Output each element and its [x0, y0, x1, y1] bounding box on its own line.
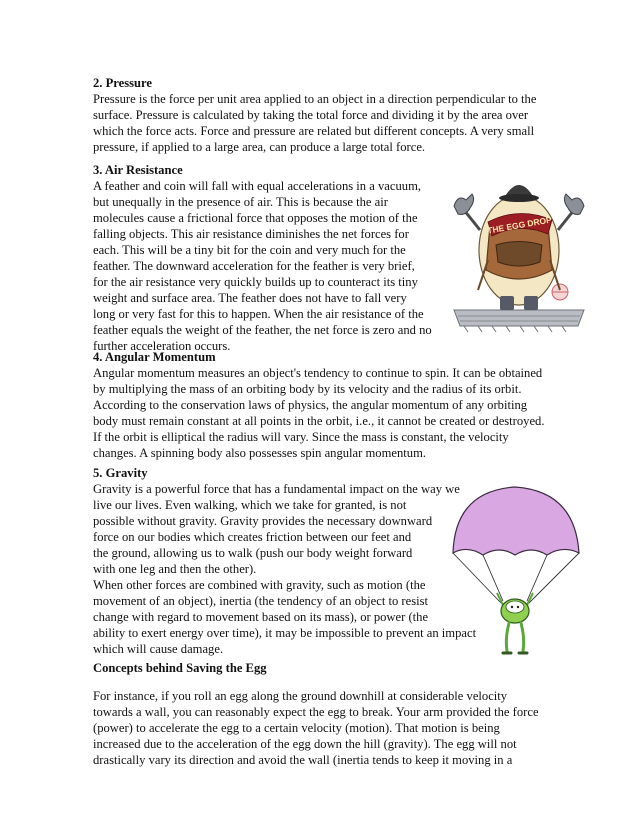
text-line: ability to exert energy over time), it may be impossible to prevent an impact — [93, 626, 477, 640]
text-line: Gravity is a powerful force that has a fundamental impact on the way we — [93, 482, 460, 496]
egg-legs-shape — [506, 623, 523, 651]
text-line: If the orbit is elliptical the radius will vary. Since the mass is constant, the velocity — [93, 430, 509, 444]
text-line: live our lives. Even walking, which we take for granted, is not — [93, 498, 407, 512]
section-gravity — [93, 465, 473, 577]
egg-face-shape — [506, 601, 524, 613]
section-concepts-heading — [93, 660, 553, 676]
heading-gravity: 5. Gravity — [93, 466, 148, 480]
text-line: molecules cause a frictional force that opposes the motion of the — [93, 211, 418, 225]
paragraph-gravity-combined-forces — [93, 577, 483, 657]
text-line: but unequally in the presence of air. This is because the air — [93, 195, 388, 209]
text-line: further acceleration occurs. — [93, 339, 231, 353]
text-line: by multiplying the mass of an orbiting body by its velocity and the radius of its orbit. — [93, 382, 522, 396]
paragraph-gravity — [93, 481, 473, 577]
text-line: A feather and coin will fall with equal accelerations in a vacuum, — [93, 179, 422, 193]
text-line: which the force acts. Force and pressure are related but different concepts. A very small — [93, 124, 535, 138]
heading-concepts: Concepts behind Saving the Egg — [93, 661, 267, 675]
text-line: the ground, allowing us to walk (push our body weight forward — [93, 546, 413, 560]
text-line: weight and surface area. The feather does not have to fall very — [93, 291, 407, 305]
left-boot-shape — [500, 296, 514, 310]
text-line: According to the conservation laws of physics, the angular momentum of any orbiting — [93, 398, 528, 412]
text-line: Angular momentum measures an object's tendency to continue to spin. It can be obtained — [93, 366, 543, 380]
text-line: feather equals the weight of the feather, the net force is zero and no — [93, 323, 432, 337]
text-line: long or very fast for this to happen. When the air resistance of the — [93, 307, 424, 321]
backpack-pocket-shape — [496, 242, 542, 267]
section-concepts-body — [93, 688, 553, 768]
text-line: When other forces are combined with gravity, such as motion (the — [93, 578, 426, 592]
text-line: increased due to the acceleration of the egg down the hill (gravity). The egg will not — [93, 737, 517, 751]
section-gravity-continued — [93, 577, 483, 657]
text-line: each. This will be a tiny bit for the coin and very much for the — [93, 243, 406, 257]
text-line: for the air resistance very quickly builds up to counteract its tiny — [93, 275, 418, 289]
text-line: which will cause damage. — [93, 642, 224, 656]
heading-pressure: 2. Pressure — [93, 76, 152, 90]
hat-brim-shape — [499, 194, 539, 202]
egg-drop-drawing — [448, 170, 590, 335]
egg-drop-illustration — [448, 170, 590, 335]
right-boot-shape — [524, 296, 538, 310]
text-line: changes. A spinning body also possesses spin angular momentum. — [93, 446, 427, 460]
text-line: possible without gravity. Gravity provides the necessary downward — [93, 514, 433, 528]
parachute-drawing — [445, 483, 585, 663]
banner-text: THE EGG DROP — [486, 214, 553, 236]
text-line: feather. The downward acceleration for the feather is very brief, — [93, 259, 415, 273]
right-glove-shape — [564, 194, 584, 214]
left-glove-shape — [454, 194, 474, 214]
target-shape — [552, 284, 568, 300]
section-pressure — [93, 75, 553, 155]
text-line: drastically vary its direction and avoid the wall (inertia tends to keep it moving in a — [93, 753, 513, 767]
paragraph-angular-momentum — [93, 365, 553, 461]
text-line: force on our bodies which creates friction between our feet and — [93, 530, 412, 544]
text-line: change with regard to movement based on its mass), or power (the — [93, 610, 429, 624]
parachute-cords — [453, 553, 579, 603]
paragraph-air-resistance — [93, 178, 443, 354]
heading-angular-momentum: 4. Angular Momentum — [93, 350, 216, 364]
paragraph-pressure — [93, 91, 553, 155]
text-line: with one leg and then the other). — [93, 562, 257, 576]
egg-eye-shape — [517, 606, 519, 608]
parachute-canopy-shape — [453, 487, 579, 555]
egg-eye-shape — [511, 606, 513, 608]
text-line: falling objects. This air resistance diminishes the net forces for — [93, 227, 409, 241]
text-line: pressure, if applied to a large area, can produce a large total force. — [93, 140, 426, 154]
heading-air-resistance: 3. Air Resistance — [93, 163, 183, 177]
text-line: Pressure is the force per unit area applied to an object in a direction perpendicular to the — [93, 92, 537, 106]
section-angular-momentum — [93, 349, 553, 461]
section-air-resistance — [93, 162, 443, 354]
text-line: surface. Pressure is calculated by taking the total force and dividing it by the area over — [93, 108, 529, 122]
text-line: body must remain constant at all points in the orbit, i.e., it cannot be created or destroyed. — [93, 414, 545, 428]
parachute-egg-illustration — [445, 483, 585, 663]
text-line: towards a wall, you can reasonably expect the egg to break. Your arm provided the force — [93, 705, 539, 719]
paragraph-concepts — [93, 688, 553, 768]
text-line: For instance, if you roll an egg along the ground downhill at considerable velocity — [93, 689, 508, 703]
platform-shape — [454, 310, 584, 332]
text-line: (power) to accelerate the egg to a certain velocity (motion). That motion is being — [93, 721, 500, 735]
text-line: movement of an object), inertia (the tendency of an object to resist — [93, 594, 429, 608]
